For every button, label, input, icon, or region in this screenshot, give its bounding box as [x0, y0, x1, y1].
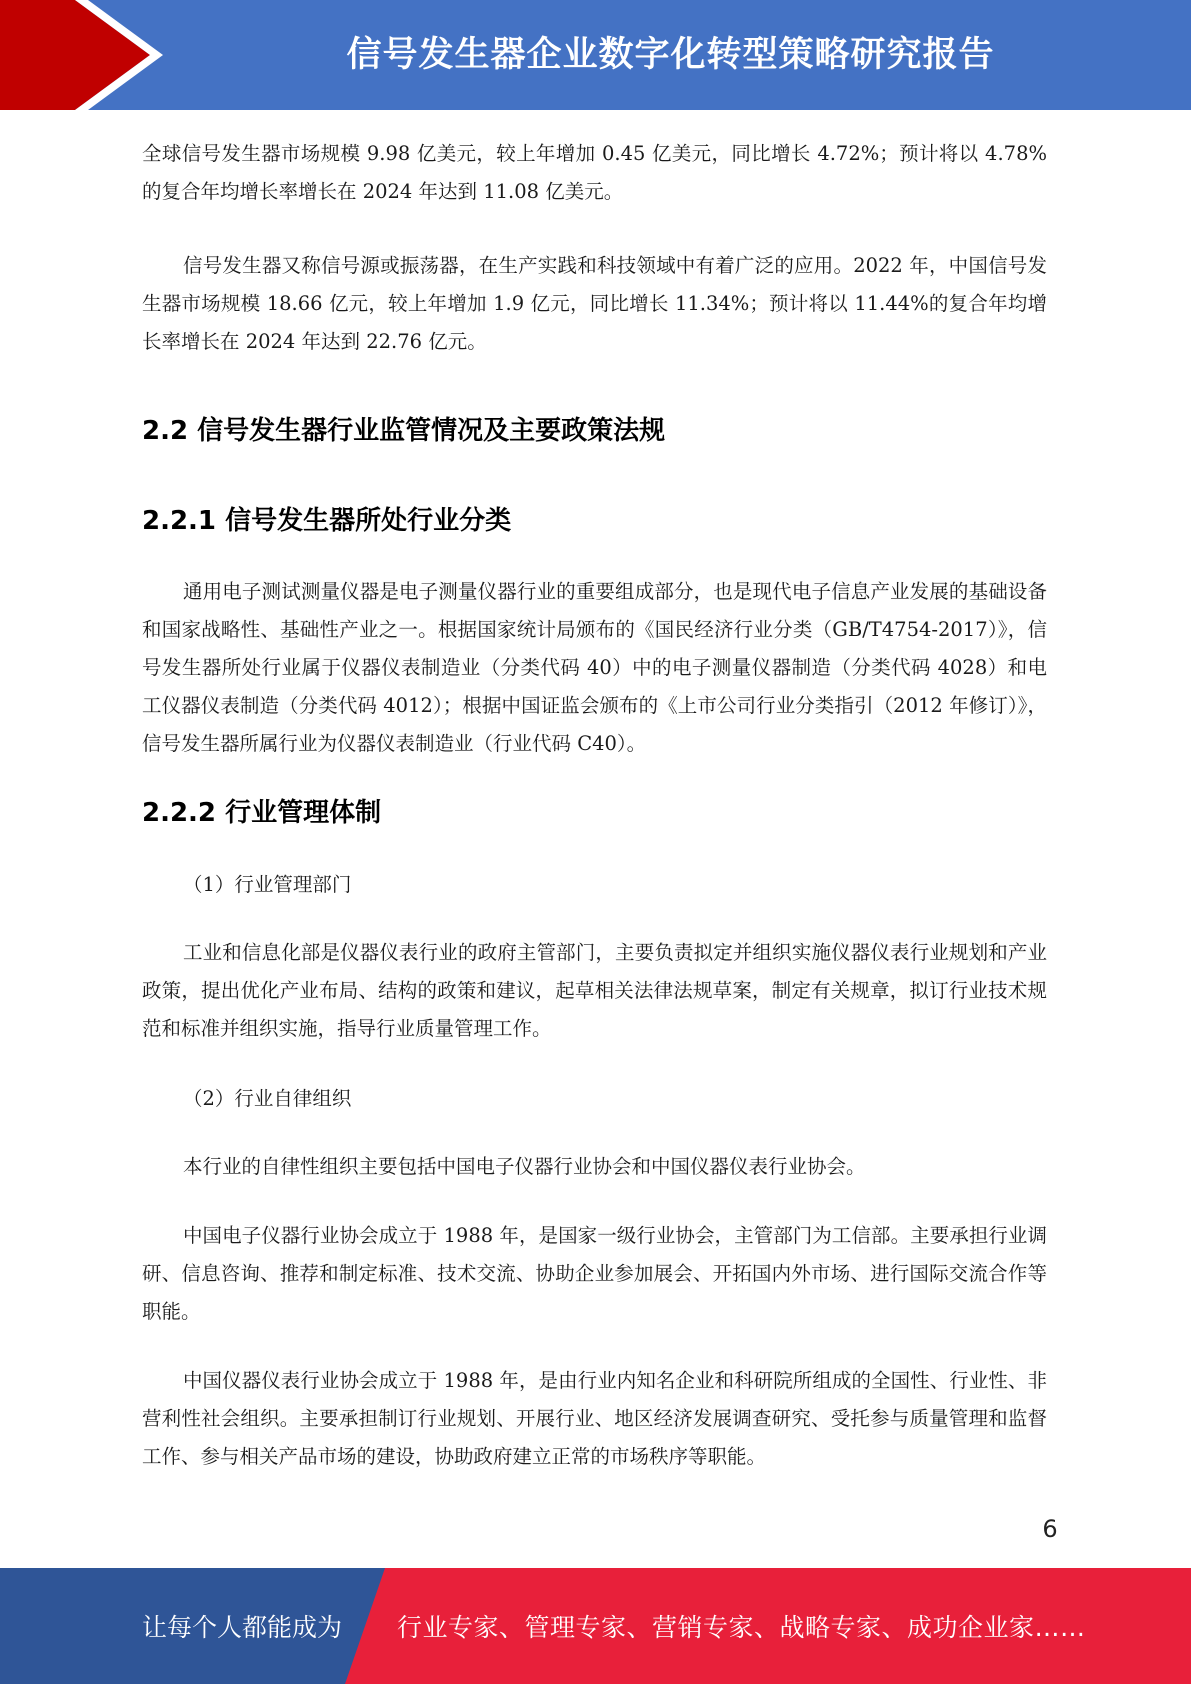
- paragraph-china-market: 信号发生器又称信号源或振荡器，在生产实践和科技领域中有着广泛的应用。2022 年，中国信号发生器市场规模 18.66 亿元，较上年增加 1.9 亿元，同比增长 11.34%；预计将以 11.44%的复合年均增长率增长在 2024 年达到 22.76 亿元。: [142, 254, 1047, 353]
- section-heading-2-2-1: 2.2.1 信号发生器所处行业分类: [142, 506, 512, 536]
- footer-slogan-left: 让每个人都能成为: [142, 1613, 343, 1642]
- subheading-self-regulatory: （2）行业自律组织: [183, 1087, 352, 1110]
- page-number: 6: [1042, 1515, 1058, 1543]
- section-heading-2-2: 2.2 信号发生器行业监管情况及主要政策法规: [142, 416, 666, 446]
- section-heading-2-2-2: 2.2.2 行业管理体制: [142, 798, 382, 828]
- paragraph-cima: 中国仪器仪表行业协会成立于 1988 年，是由行业内知名企业和科研院所组成的全国性、行业性、非营利性社会组织。主要承担制订行业规划、开展行业、地区经济发展调查研究、受托参与质量管理和监督工作、参与相关产品市场的建设，协助政府建立正常的市场秩序等职能。: [142, 1369, 1047, 1468]
- paragraph-miit: 工业和信息化部是仪器仪表行业的政府主管部门，主要负责拟定并组织实施仪器仪表行业规划和产业政策，提出优化产业布局、结构的政策和建议，起草相关法律法规草案，制定有关规章，拟订行业技术规范和标准并组织实施，指导行业质量管理工作。: [142, 941, 1047, 1040]
- page-footer: [0, 1568, 1191, 1684]
- page-header: [0, 0, 1191, 110]
- paragraph-industry-classification: 通用电子测试测量仪器是电子测量仪器行业的重要组成部分，也是现代电子信息产业发展的基础设备和国家战略性、基础性产业之一。根据国家统计局颁布的《国民经济行业分类（GB/T4754-2017）》，信号发生器所处行业属于仪器仪表制造业（分类代码 40）中的电子测量仪器制造（分类代码 4028）和电工仪器仪表制造（分类代码 4012）；根据中国证监会颁布的《上市公司行业分类指引（2012 年修订）》，信号发生器所属行业为仪器仪表制造业（行业代码 C40）。: [142, 580, 1047, 755]
- subheading-management-dept: （1）行业管理部门: [183, 873, 352, 896]
- paragraph-ceia: 中国电子仪器行业协会成立于 1988 年，是国家一级行业协会，主管部门为工信部。主要承担行业调研、信息咨询、推荐和制定标准、技术交流、协助企业参加展会、开拓国内外市场、进行国际交流合作等职能。: [142, 1224, 1047, 1323]
- paragraph-self-regulatory-orgs: 本行业的自律性组织主要包括中国电子仪器行业协会和中国仪器仪表行业协会。: [183, 1155, 866, 1178]
- footer-slogan-right: 行业专家、管理专家、营销专家、战略专家、成功企业家……: [397, 1613, 1086, 1642]
- paragraph-global-market: 全球信号发生器市场规模 9.98 亿美元，较上年增加 0.45 亿美元，同比增长 4.72%；预计将以 4.78%的复合年均增长率增长在 2024 年达到 11.08 亿美元。: [142, 142, 1047, 203]
- report-title: 信号发生器企业数字化转型策略研究报告: [346, 35, 995, 75]
